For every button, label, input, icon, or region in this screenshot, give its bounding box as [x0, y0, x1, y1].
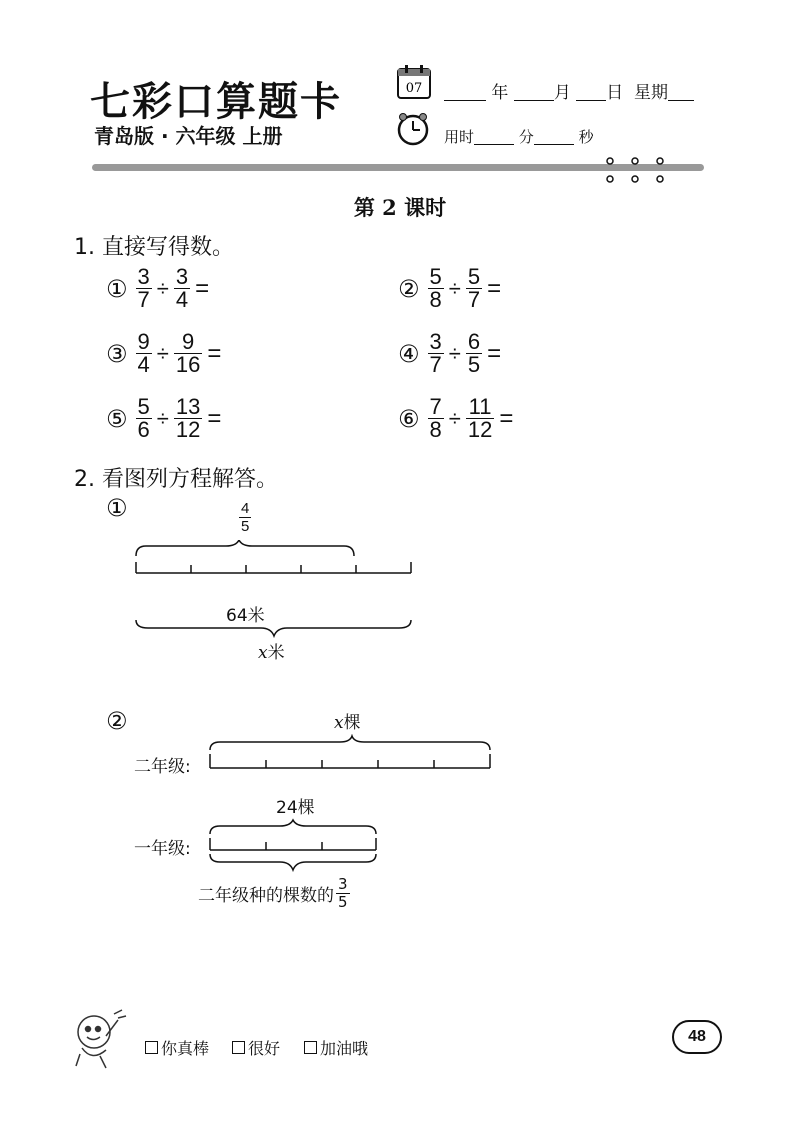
second-label: 秒 — [578, 128, 594, 146]
q2-title: 2. 看图列方程解答。 — [74, 467, 278, 492]
q1-item-1: ① $\frac{3}{7}$ ÷ $\frac{3}{4}$ = — [106, 264, 210, 312]
minute-blank[interactable] — [474, 129, 514, 145]
q2-d2-note-fraction: $\frac{3}{5}$ — [338, 875, 348, 911]
q2-d2-partial-label: 24棵 — [276, 798, 315, 818]
minute-label: 分 — [518, 128, 534, 146]
lesson-title: 第 2 课时 — [353, 195, 447, 220]
year-blank[interactable] — [444, 85, 486, 101]
time-line — [444, 126, 594, 147]
month-blank[interactable] — [514, 85, 554, 101]
q1-item-4: ④ $\frac{3}{7}$ ÷ $\frac{6}{5}$ = — [398, 329, 502, 377]
q1-title: 1. 直接写得数。 — [74, 235, 234, 260]
q2-d1-number: ① — [106, 494, 128, 522]
q2-d2-row2-bottom-brace — [210, 854, 376, 870]
rating-option-great[interactable]: 你真棒 — [145, 1036, 209, 1059]
q1-item-3: ③ $\frac{9}{4}$ ÷ $\frac{9}{16}$ = — [106, 329, 222, 377]
calendar-number: 07 — [405, 81, 423, 96]
rating-option-keep-going[interactable]: 加油哦 — [304, 1036, 368, 1059]
brand-title: 七彩口算题卡 — [90, 79, 342, 125]
rating-checkbox-good[interactable] — [232, 1041, 245, 1054]
q2-d1-top-brace — [136, 540, 354, 556]
weekday-label: 星期 — [634, 83, 669, 103]
rating-checkbox-great[interactable] — [145, 1041, 158, 1054]
clock-icon — [396, 112, 430, 146]
q2-d2-total-label: x棵 — [334, 713, 361, 733]
q2-d2-row1-brace — [210, 736, 490, 750]
second-blank[interactable] — [534, 129, 574, 145]
page-number: 48 — [672, 1020, 722, 1054]
calendar-icon — [396, 64, 432, 100]
day-blank[interactable] — [576, 85, 606, 101]
q2-d1-mid-label: 64米 — [226, 606, 265, 626]
q1-item-6: ⑥ $\frac{7}{8}$ ÷ $\frac{11}{12}$ = — [398, 394, 514, 442]
q2-d2-row1-label: 二年级: — [134, 757, 191, 777]
weekday-blank[interactable] — [668, 85, 694, 101]
month-label: 月 — [553, 83, 571, 103]
q2-d2-row2-diagram — [204, 818, 384, 874]
rating-checkbox-keep-going[interactable] — [304, 1041, 317, 1054]
q2-d2-row1-diagram — [204, 734, 498, 774]
q2-d1-total-label: x米 — [258, 643, 285, 663]
q2-d2-row2-top-brace — [210, 820, 376, 834]
q2-d1-fraction: $\frac{4}{5}$ — [241, 500, 250, 535]
mascot-icon — [70, 1006, 132, 1070]
ring-binder-icon — [600, 156, 670, 184]
q2-d2-note: 二年级种的棵数的 $\frac{3}{5}$ — [198, 875, 348, 911]
edition-label: 青岛版 · 六年级 上册 — [94, 124, 283, 148]
q2-d2-number: ② — [106, 707, 128, 735]
q1-item-5: ⑤ $\frac{5}{6}$ ÷ $\frac{13}{12}$ = — [106, 394, 222, 442]
day-label: 日 — [606, 83, 624, 103]
rating-option-good[interactable]: 很好 — [232, 1036, 280, 1059]
year-label: 年 — [491, 83, 509, 103]
q2-d1-bottom-brace — [136, 620, 411, 636]
q2-d2-row2-label: 一年级: — [134, 839, 191, 859]
date-line — [444, 78, 694, 103]
time-used-label: 用时 — [444, 128, 475, 146]
q2-d1-diagram — [126, 540, 426, 640]
q1-item-2: ② $\frac{5}{8}$ ÷ $\frac{5}{7}$ = — [398, 264, 502, 312]
